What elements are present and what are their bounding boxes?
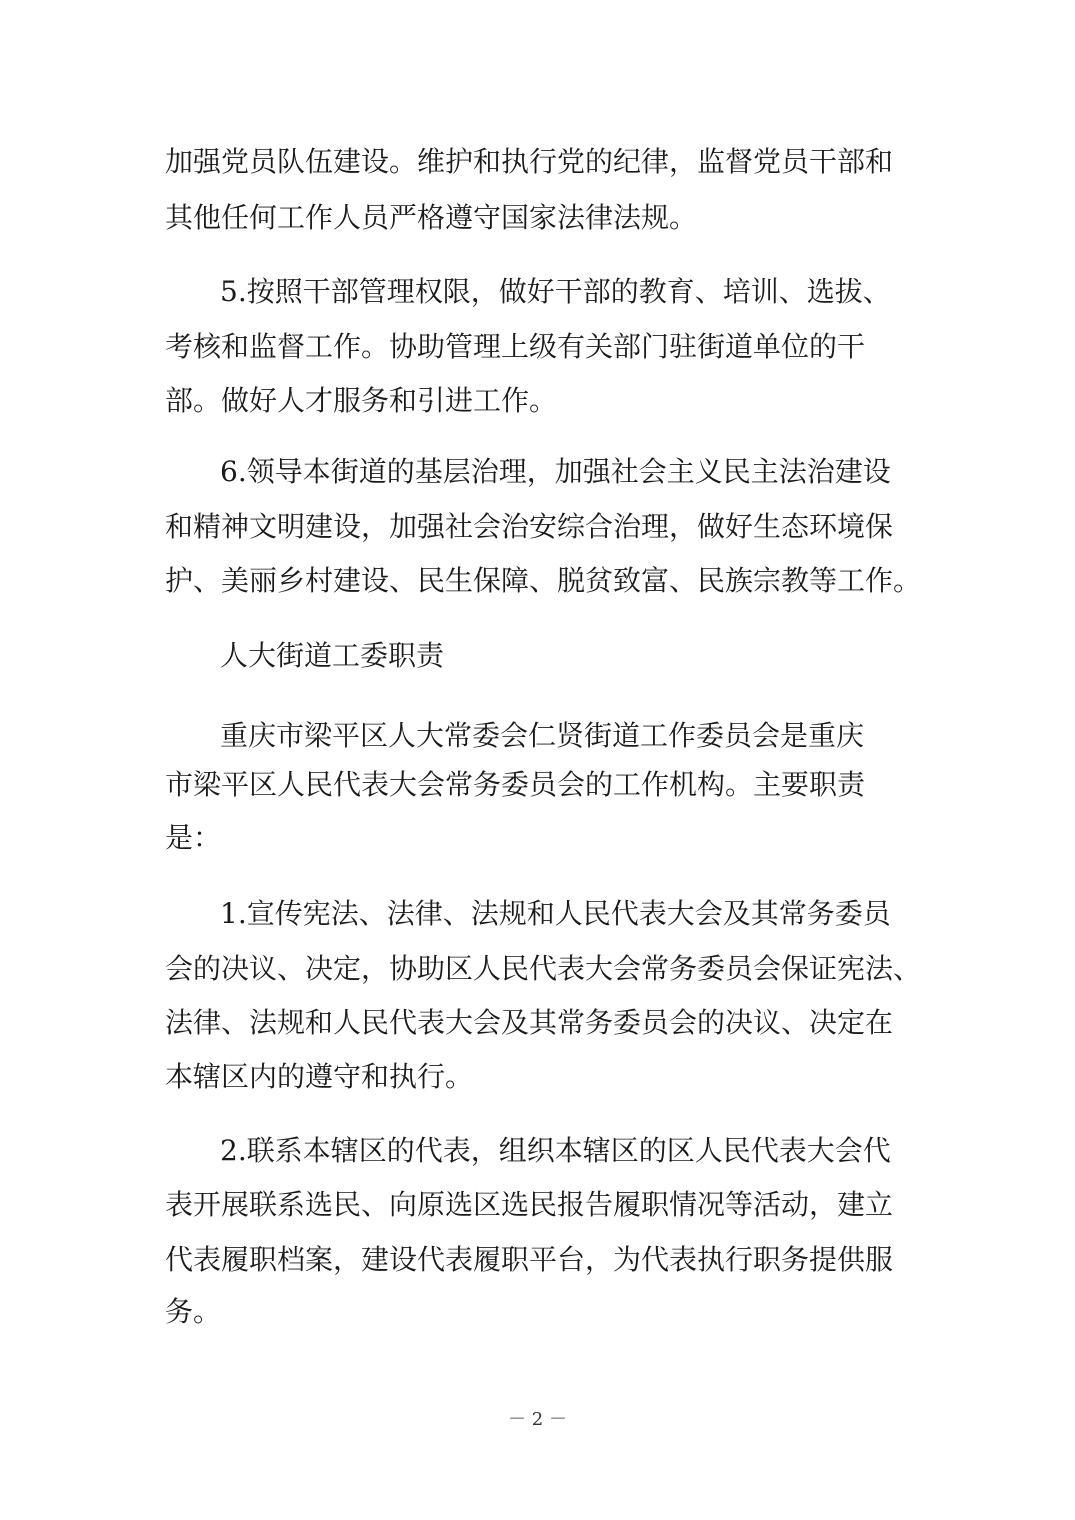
text-line: 2.联系本辖区的代表，组织本辖区的区人民代表大会代 xyxy=(220,1134,891,1167)
text-line: 是： xyxy=(165,821,222,854)
text-line: 会的决议、决定，协助区人民代表大会常务委员会保证宪法、 xyxy=(165,952,922,985)
text-line: 护、美丽乡村建设、民生保障、脱贫致富、民族宗教等工作。 xyxy=(165,564,922,597)
text-line: 1.宣传宪法、法律、法规和人民代表大会及其常务委员 xyxy=(220,897,891,930)
text-line: 表开展联系选民、向原选区选民报告履职情况等活动，建立 xyxy=(165,1188,894,1221)
text-line: 市梁平区人民代表大会常务委员会的工作机构。主要职责 xyxy=(165,768,866,801)
text-line: 加强党员队伍建设。维护和执行党的纪律，监督党员干部和 xyxy=(165,145,894,178)
page-number: － 2 － xyxy=(508,1409,567,1430)
text-line: 本辖区内的遵守和执行。 xyxy=(165,1060,474,1093)
text-line: 5.按照干部管理权限，做好干部的教育、培训、选拔、 xyxy=(220,275,891,308)
text-line: 和精神文明建设，加强社会治安综合治理，做好生态环境保 xyxy=(165,510,894,543)
text-line: 其他任何工作人员严格遵守国家法律法规。 xyxy=(165,201,698,234)
text-line: 部。做好人才服务和引进工作。 xyxy=(165,384,558,417)
text-line: 务。 xyxy=(165,1295,222,1328)
text-line: 6.领导本街道的基层治理，加强社会主义民主法治建设 xyxy=(220,455,891,488)
text-line: 代表履职档案，建设代表履职平台，为代表执行职务提供服 xyxy=(165,1243,894,1276)
section-heading: 人大街道工委职责 xyxy=(220,639,445,672)
text-line: 法律、法规和人民代表大会及其常务委员会的决议、决定在 xyxy=(165,1006,894,1039)
text-line: 考核和监督工作。协助管理上级有关部门驻街道单位的干 xyxy=(165,330,866,363)
text-line: 重庆市梁平区人大常委会仁贤街道工作委员会是重庆 xyxy=(220,719,865,752)
